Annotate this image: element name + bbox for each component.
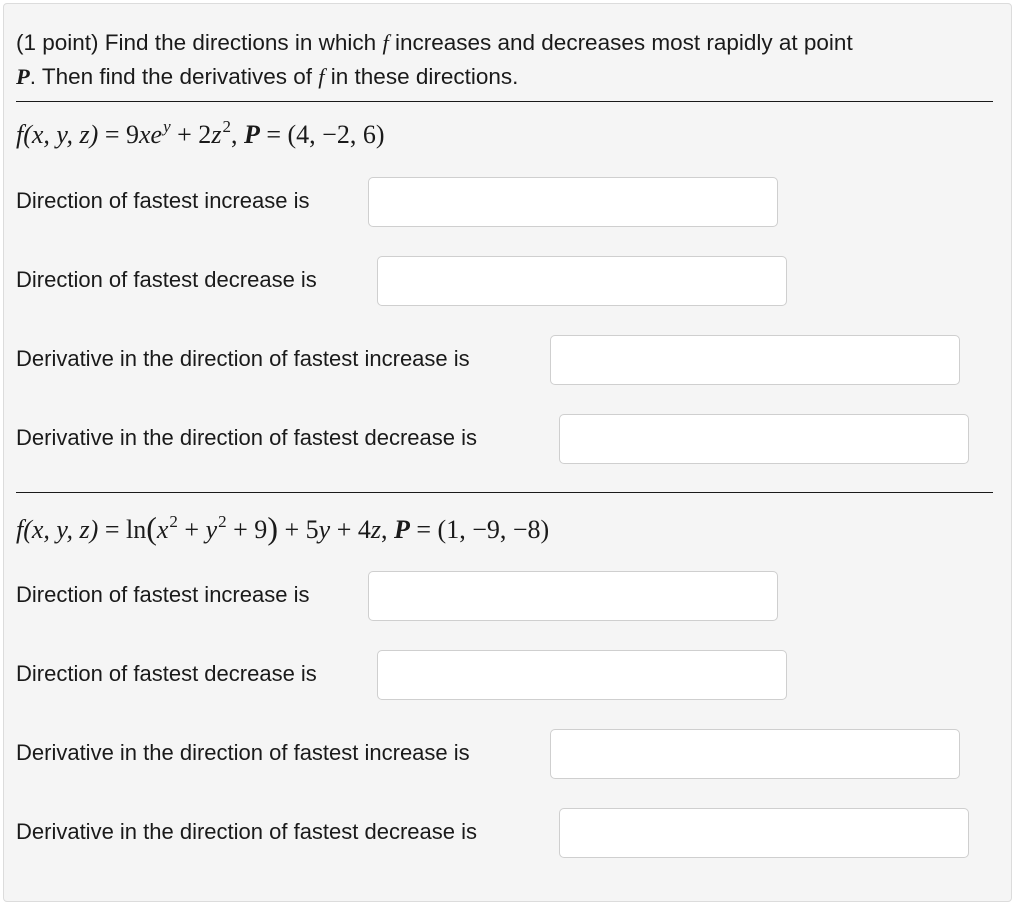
formula-func: f	[16, 515, 24, 544]
formula-text: +	[177, 515, 206, 544]
formula-func: f	[16, 120, 24, 149]
intro-f: f	[318, 64, 325, 89]
formula-exponent: y	[163, 117, 171, 136]
formula-args: (x, y, z)	[23, 120, 99, 149]
formula-text: + 9	[226, 515, 268, 544]
answer-input-2-3[interactable]	[550, 729, 960, 779]
answer-input-2-2[interactable]	[377, 650, 787, 700]
formula-2	[16, 510, 549, 550]
formula-args: (x, y, z)	[23, 515, 99, 544]
intro-f: f	[382, 30, 389, 55]
question-label: Direction of fastest decrease is	[16, 267, 317, 292]
formula-var: z	[211, 120, 222, 149]
intro-text: . Then find the derivatives of	[29, 64, 319, 89]
formula-var: x	[156, 515, 169, 544]
formula-text: + 4	[330, 515, 371, 544]
answer-input-1-3[interactable]	[550, 335, 960, 385]
answer-input-1-4[interactable]	[559, 414, 969, 464]
intro-text: in these directions.	[324, 64, 519, 89]
intro-text: (1 point) Find the directions in which	[16, 30, 383, 55]
question-label: Direction of fastest increase is	[16, 582, 310, 607]
intro-text: increases and decreases most rapidly at point	[388, 30, 853, 55]
formula-point-P: P	[243, 120, 260, 149]
divider	[16, 492, 993, 493]
formula-var: xe	[139, 120, 163, 149]
answer-input-2-4[interactable]	[559, 808, 969, 858]
formula-point-value: = (4, −2, 6)	[259, 120, 385, 149]
formula-text: + 2	[170, 120, 212, 149]
formula-paren: )	[267, 510, 278, 546]
formula-exponent: 2	[222, 117, 231, 136]
formula-point-P: P	[393, 515, 410, 544]
formula-var: z	[370, 515, 381, 544]
question-label: Derivative in the direction of fastest increase is	[16, 346, 470, 371]
question-label: Direction of fastest increase is	[16, 188, 310, 213]
question-label: Direction of fastest decrease is	[16, 661, 317, 686]
formula-exponent: 2	[169, 512, 178, 531]
formula-1	[16, 118, 384, 155]
formula-var: y	[205, 515, 218, 544]
problem-statement	[16, 26, 991, 94]
formula-exponent: 2	[218, 512, 227, 531]
formula-text: = ln	[98, 515, 147, 544]
formula-point-value: = (1, −9, −8)	[409, 515, 550, 544]
formula-var: y	[318, 515, 331, 544]
formula-text: ,	[380, 515, 394, 544]
answer-input-2-1[interactable]	[368, 571, 778, 621]
formula-text: + 5	[277, 515, 319, 544]
question-label: Derivative in the direction of fastest decrease is	[16, 819, 478, 844]
question-label: Derivative in the direction of fastest increase is	[16, 740, 470, 765]
intro-point-P: P	[16, 64, 30, 89]
divider	[16, 101, 993, 102]
formula-text: ,	[230, 120, 244, 149]
formula-paren: (	[146, 510, 157, 546]
answer-input-1-1[interactable]	[368, 177, 778, 227]
answer-input-1-2[interactable]	[377, 256, 787, 306]
formula-text: = 9	[98, 120, 139, 149]
question-label: Derivative in the direction of fastest decrease is	[16, 425, 478, 450]
